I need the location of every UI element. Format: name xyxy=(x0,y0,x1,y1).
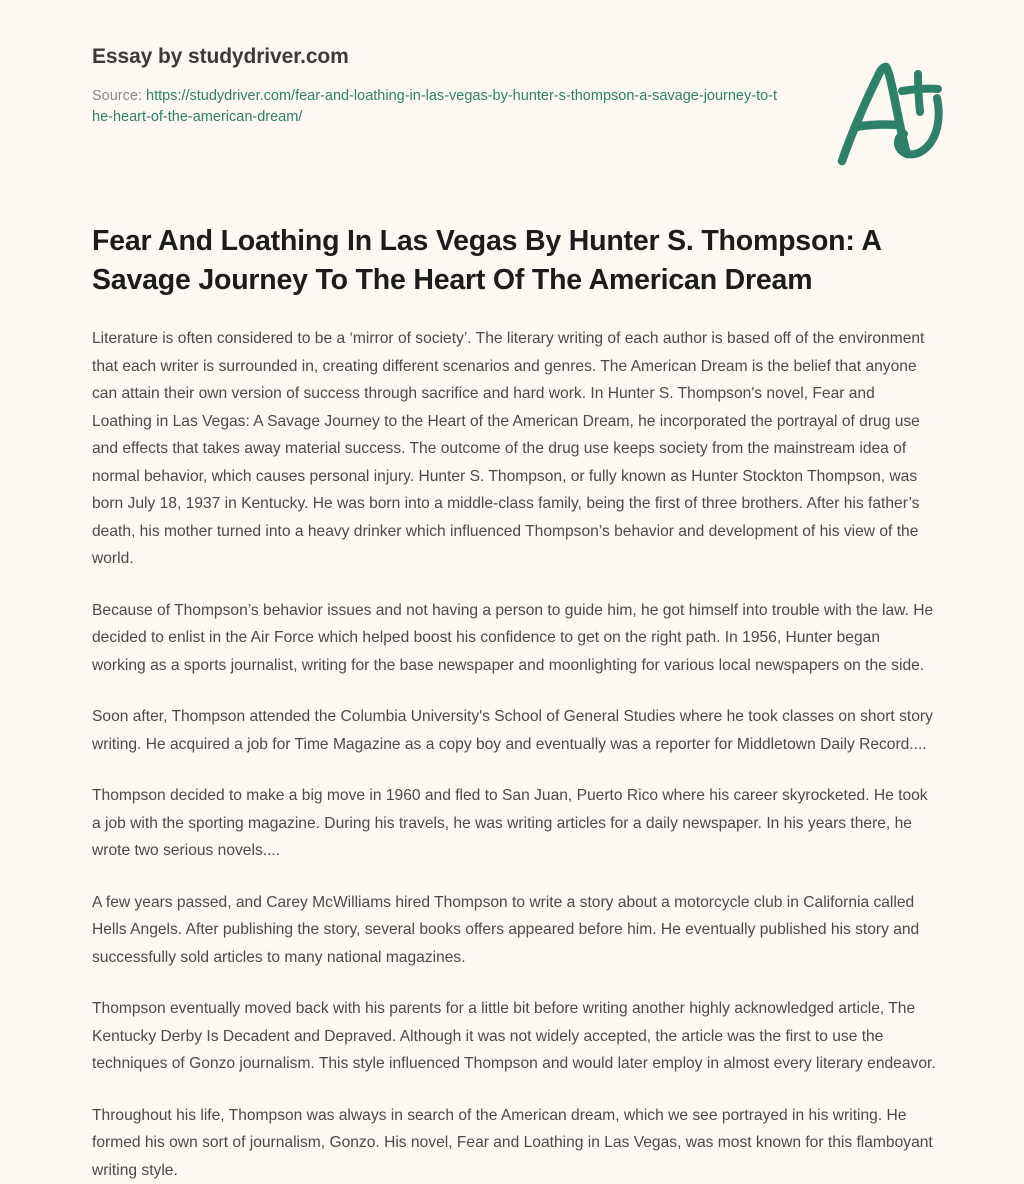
article-body xyxy=(92,325,936,1184)
paragraph: A few years passed, and Carey McWilliams hired Thompson to write a story about a motorcycle club in California called Hells Angels. After publishing the story, several books offers appeared before him. He eventually published his story and successfully sold articles to many national magazines. xyxy=(92,893,920,966)
source-url-link[interactable]: https://studydriver.com/fear-and-loathing-in-las-vegas-by-hunter-s-thompson-a-savage-journey-to-the-heart-of-the-american-dream/ xyxy=(92,88,778,126)
paragraph: Because of Thompson’s behavior issues and not having a person to guide him, he got himself into trouble with the law. He decided to enlist in the Air Force which helped boost his confidence to get on the right path. In 1956, Hunter began working as a sports journalist, writing for the base newspaper and moonlighting for various local newspapers on the side. xyxy=(92,601,934,674)
a-plus-logo-icon xyxy=(834,58,956,174)
paragraph: Literature is often considered to be a ‘mirror of society’. The literary writing of each author is based off of the environment that each writer is surrounded in, creating different scenarios and genres. The American Dream is the belief that anyone can attain their own version of success through sacrifice and hard work. In Hunter S. Thompson's novel, Fear and Loathing in Las Vegas: A Savage Journey to the Heart of the American Dream, he incorporated the portrayal of drug use and effects that takes away material success. The outcome of the drug use keeps society from the mainstream idea of normal behavior, which causes personal injury. Hunter S. Thompson, or fully known as Hunter Stockton Thompson, was born July 18, 1937 in Kentucky. He was born into a middle-class family, being the first of three brothers. After his father’s death, his mother turned into a heavy drinker which influenced Thompson’s behavior and development of his view of the world. xyxy=(92,330,925,568)
source-line xyxy=(92,86,782,128)
article xyxy=(0,128,1024,1184)
paragraph: Thompson eventually moved back with his parents for a little bit before writing another highly acknowledged article, The Kentucky Derby Is Decadent and Depraved. Although it was not widely accepted, the article was the first to use the techniques of Gonzo journalism. This style influenced Thompson and would later employ in almost every literary endeavor. xyxy=(92,1000,936,1073)
paragraph: Throughout his life, Thompson was always in search of the American dream, which we see portrayed in his writing. He formed his own sort of journalism, Gonzo. His novel, Fear and Loathing in Las Vegas, was most known for this flamboyant writing style. xyxy=(92,1106,933,1179)
brand-title: Essay by studydriver.com xyxy=(92,45,349,68)
page-header xyxy=(0,0,1024,128)
page-title: Fear And Loathing In Las Vegas By Hunter S. Thompson: A Savage Journey To The Heart Of The American Dream xyxy=(92,225,881,297)
paragraph: Thompson decided to make a big move in 1960 and fled to San Juan, Puerto Rico where his career skyrocketed. He took a job with the sporting magazine. During his travels, he was writing articles for a daily newspaper. In his years there, he wrote two serious novels.... xyxy=(92,787,928,860)
source-label: Source: xyxy=(92,88,146,105)
paragraph: Soon after, Thompson attended the Columbia University's School of General Studies where he took classes on short story writing. He acquired a job for Time Magazine as a copy boy and eventually was a reporter for Middletown Daily Record.... xyxy=(92,708,933,753)
